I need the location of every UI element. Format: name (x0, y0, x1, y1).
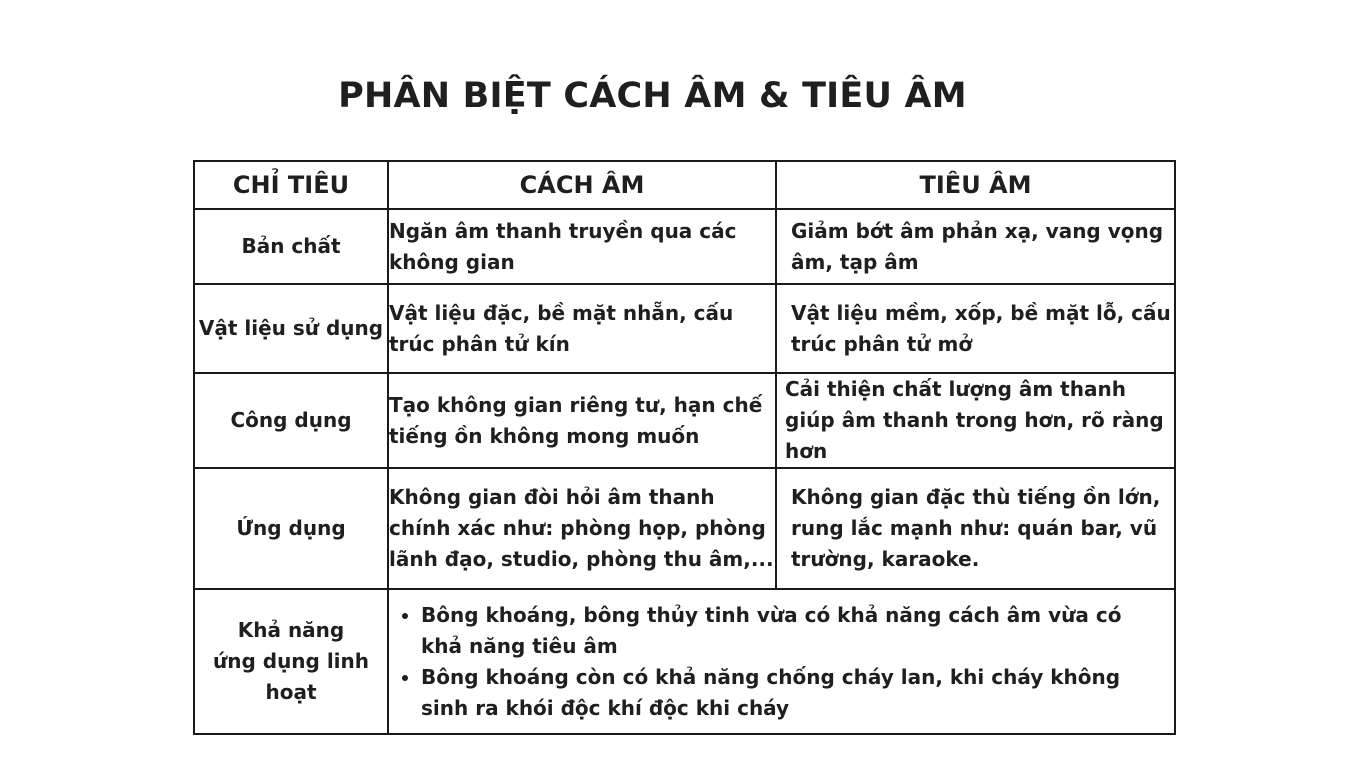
row-absorption: Vật liệu mềm, xốp, bề mặt lỗ, cấu trúc phân tử mở (776, 284, 1175, 373)
row-absorption: Không gian đặc thù tiếng ồn lớn, rung lắc mạnh như: quán bar, vũ trường, karaoke. (776, 468, 1175, 589)
notes-list (389, 600, 1152, 724)
header-criteria: CHỈ TIÊU (194, 161, 388, 209)
row-absorption: Cải thiện chất lượng âm thanh giúp âm thanh trong hơn, rõ ràng hơn (776, 373, 1175, 468)
header-absorption: TIÊU ÂM (776, 161, 1175, 209)
table-row (194, 468, 1175, 589)
row-absorption: Giảm bớt âm phản xạ, vang vọng âm, tạp âm (776, 209, 1175, 284)
row-criteria: Công dụng (194, 373, 388, 468)
table-row (194, 373, 1175, 468)
page-title: PHÂN BIỆT CÁCH ÂM & TIÊU ÂM (338, 76, 967, 116)
list-item: • Bông khoáng, bông thủy tinh vừa có khả năng cách âm vừa có khả năng tiêu âm (421, 600, 1152, 662)
table-row (194, 209, 1175, 284)
row-soundproofing: Ngăn âm thanh truyền qua các không gian (388, 209, 776, 284)
row-soundproofing: Tạo không gian riêng tư, hạn chế tiếng ồn không mong muốn (388, 373, 776, 468)
table-row (194, 589, 1175, 734)
table-row (194, 284, 1175, 373)
flexible-notes (388, 589, 1175, 734)
row-criteria: Vật liệu sử dụng (194, 284, 388, 373)
row-criteria: Bản chất (194, 209, 388, 284)
row-criteria: Ứng dụng (194, 468, 388, 589)
list-item: • Bông khoáng còn có khả năng chống cháy lan, khi cháy không sinh ra khói độc khí độc khi cháy (421, 662, 1152, 724)
row-criteria: Khả năng ứng dụng linh hoạt (194, 589, 388, 734)
row-soundproofing: Vật liệu đặc, bề mặt nhẵn, cấu trúc phân tử kín (388, 284, 776, 373)
row-soundproofing: Không gian đòi hỏi âm thanh chính xác như: phòng họp, phòng lãnh đạo, studio, phòng thu âm,... (388, 468, 776, 589)
header-soundproofing: CÁCH ÂM (388, 161, 776, 209)
comparison-table (193, 160, 1176, 735)
table-header-row (194, 161, 1175, 209)
